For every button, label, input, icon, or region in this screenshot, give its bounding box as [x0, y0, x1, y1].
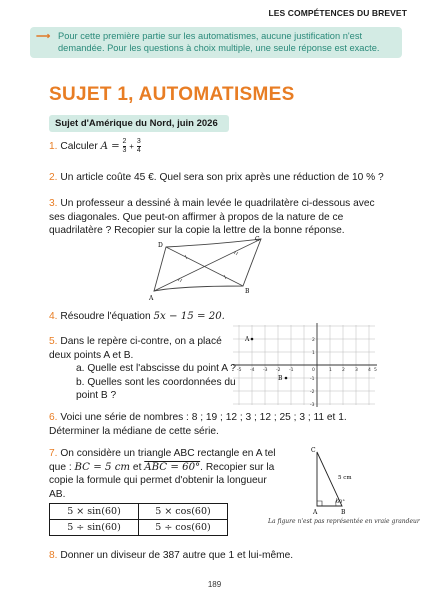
running-header: LES COMPÉTENCES DU BREVET — [268, 8, 407, 18]
vertex-c: C — [255, 236, 260, 243]
svg-text:B: B — [278, 375, 283, 382]
vertex-d: D — [158, 242, 163, 249]
svg-text:C: C — [311, 447, 316, 454]
triangle-figure — [300, 444, 370, 520]
question-4: 4. Résoudre l'équation 5x − 15 = 20. — [49, 311, 225, 322]
choice-cell: 5 × cos(60) — [139, 504, 228, 520]
svg-text:3: 3 — [355, 368, 358, 373]
choice-cell: 5 ÷ sin(60) — [50, 520, 139, 536]
question-3: 3. Un professeur a dessiné à main levée le quadrilatère ci-dessous avec ses diagonales. Que peut-on affirmer à propos de la nature de ce quadrilatère ? Recopier sur la copie la lettre de la bonne réponse. — [49, 198, 375, 236]
point-b — [285, 377, 288, 380]
figure-caption: La figure n'est pas représentée en vraie grandeur — [268, 518, 420, 525]
question-number: 1. — [49, 141, 58, 153]
svg-text:-2: -2 — [310, 390, 315, 395]
svg-text:60°: 60° — [336, 499, 345, 505]
svg-text:A: A — [245, 336, 250, 343]
section-title: SUJET 1, AUTOMATISMES — [49, 84, 295, 105]
svg-text:0: 0 — [312, 368, 315, 373]
point-a — [251, 338, 254, 341]
page-number: 189 — [207, 580, 222, 589]
question-1: 1. Calculer A = $\frac{2}{3}$ + $\frac{3}{4}$ — [49, 138, 141, 154]
question-5: 5. Dans le repère ci-contre, on a placé deux points A et B. a. Quelle est l'abscisse du point A ? b. Quelles sont les coordonnées du point B ? — [49, 336, 236, 401]
question-7: 7. On considère un triangle ABC rectangle en A tel que : BC = 5 cm et ABC = 60°. Recopier sur la copie la formule qui permet d'obtenir la longueur AB. — [49, 448, 276, 500]
svg-text:-3: -3 — [310, 403, 315, 408]
fraction: $\frac{2}{3}$ — [122, 138, 127, 154]
svg-text:5: 5 — [374, 368, 377, 373]
svg-text:A: A — [313, 509, 318, 516]
svg-text:5 cm: 5 cm — [338, 475, 352, 481]
quadrilateral-figure — [140, 234, 275, 306]
vertex-a: A — [149, 295, 154, 302]
vertex-b: B — [245, 288, 250, 295]
svg-text:B: B — [341, 509, 346, 516]
fraction: $\frac{3}{4}$ — [136, 138, 141, 154]
svg-text:-3: -3 — [263, 368, 268, 373]
answer-choices-table — [49, 503, 228, 536]
question-2: 2. Un article coûte 45 €. Quel sera son prix après une réduction de 10 % ? — [49, 172, 384, 183]
svg-text:1: 1 — [312, 351, 315, 356]
equation: 5x − 15 = 20. — [153, 311, 225, 322]
coordinate-grid — [228, 320, 380, 410]
instructions-text: Pour cette première partie sur les automatismes, aucune justification n'est demandée. Pour les questions à choix multiple, une seule réponse est exacte. — [58, 31, 380, 53]
svg-text:1: 1 — [329, 368, 332, 373]
question-8: 8. Donner un diviseur de 387 autre que 1 et lui-même. — [49, 550, 294, 561]
svg-text:-5: -5 — [237, 368, 242, 373]
instructions-box — [30, 27, 402, 58]
svg-text:-4: -4 — [250, 368, 255, 373]
choice-cell: 5 ÷ cos(60) — [139, 520, 228, 536]
exam-source: Sujet d'Amérique du Nord, juin 2026 — [49, 115, 229, 132]
svg-text:4: 4 — [368, 368, 371, 373]
svg-text:2: 2 — [312, 338, 315, 343]
svg-text:-2: -2 — [276, 368, 281, 373]
arrow-icon: ⟶ — [36, 31, 51, 42]
choice-cell: 5 × sin(60) — [50, 504, 139, 520]
svg-text:-1: -1 — [289, 368, 294, 373]
svg-text:2: 2 — [342, 368, 345, 373]
svg-text:-1: -1 — [310, 377, 315, 382]
question-6: 6. Voici une série de nombres : 8 ; 19 ; 12 ; 3 ; 12 ; 25 ; 3 ; 11 et 1. Déterminer la médiane de cette série. — [49, 412, 347, 437]
